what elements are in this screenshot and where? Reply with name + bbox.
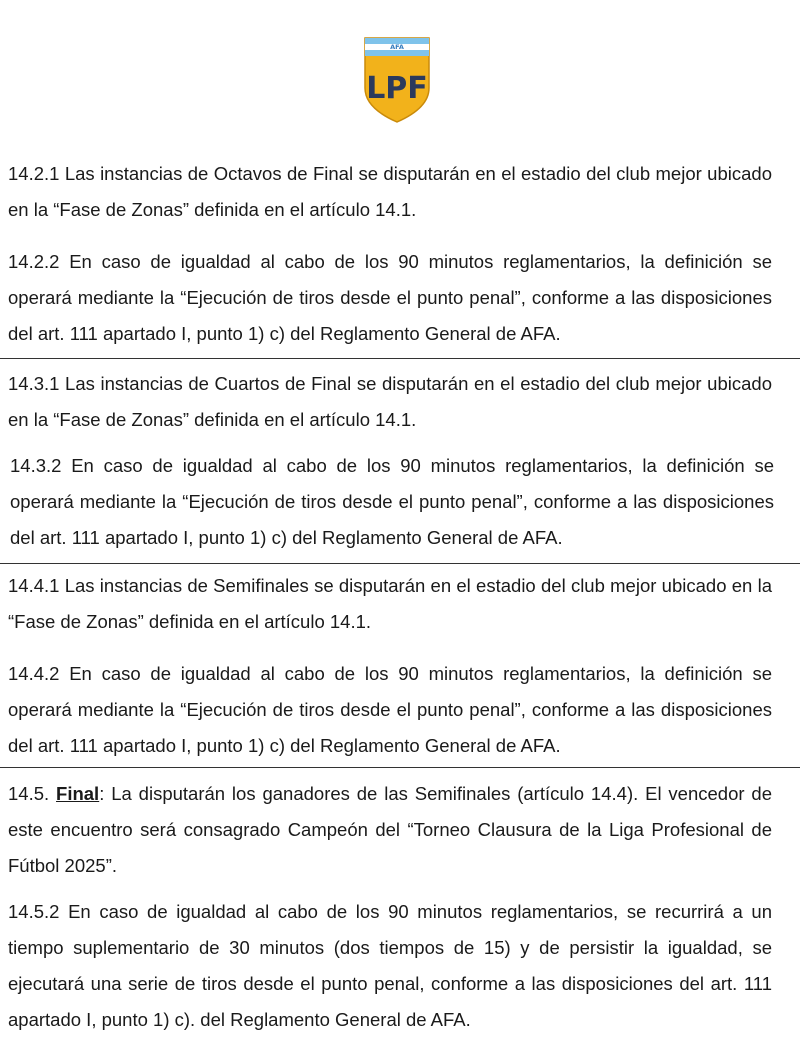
paragraph-14-2-2: 14.2.2 En caso de igualdad al cabo de los 90 minutos reglamentarios, la definición se operará mediante la “Ejecución de tiros desde el punto penal”, conforme a las disposiciones del art. 111 apartado I, punto 1) c) del Reglamento General de AFA.: [8, 251, 772, 344]
logo-letters: LPF: [366, 71, 428, 106]
paragraph-14-4-1: 14.4.1 Las instancias de Semifinales se disputarán en el estadio del club mejor ubicado en la “Fase de Zonas” definida en el artículo 14.1.: [8, 575, 772, 632]
paragraph-14-4-2: 14.4.2 En caso de igualdad al cabo de los 90 minutos reglamentarios, la definición se operará mediante la “Ejecución de tiros desde el punto penal”, conforme a las disposiciones del art. 111 apartado I, punto 1) c) del Reglamento General de AFA.: [8, 663, 772, 756]
paragraph-14-5-2: 14.5.2 En caso de igualdad al cabo de los 90 minutos reglamentarios, se recurrirá a un tiempo suplementario de 30 minutos (dos tiempos de 15) y de persistir la igualdad, se ejecutará una serie de tiros desde el punto penal, conforme a las disposiciones del art. 111 apartado I, punto 1) c). del Reglamento General de AFA.: [8, 901, 772, 1030]
section-divider: [0, 358, 800, 359]
paragraph-14-2-1: 14.2.1 Las instancias de Octavos de Final se disputarán en el estadio del club mejor ubicado en la “Fase de Zonas” definida en el artículo 14.1.: [8, 163, 772, 220]
section-divider: [0, 767, 800, 768]
lpf-shield-icon: [362, 34, 432, 124]
paragraph-14-3-1: 14.3.1 Las instancias de Cuartos de Final se disputarán en el estadio del club mejor ubicado en la “Fase de Zonas” definida en el artículo 14.1.: [8, 373, 772, 430]
section-divider: [0, 563, 800, 564]
paragraph-14-5: [8, 776, 772, 884]
final-prefix: 14.5.: [8, 783, 50, 804]
final-text: : La disputarán los ganadores de las Semifinales (artículo 14.4). El vencedor de este encuentro será consagrado Campeón del “Torneo Clausura de la Liga Profesional de Fútbol 2025”.: [8, 783, 772, 876]
logo-afa-text: AFA: [390, 43, 404, 51]
final-heading: Final: [56, 783, 100, 804]
lpf-logo: [362, 34, 432, 124]
paragraph-14-3-2: 14.3.2 En caso de igualdad al cabo de los 90 minutos reglamentarios, la definición se operará mediante la “Ejecución de tiros desde el punto penal”, conforme a las disposiciones del art. 111 apartado I, punto 1) c) del Reglamento General de AFA.: [10, 455, 774, 548]
